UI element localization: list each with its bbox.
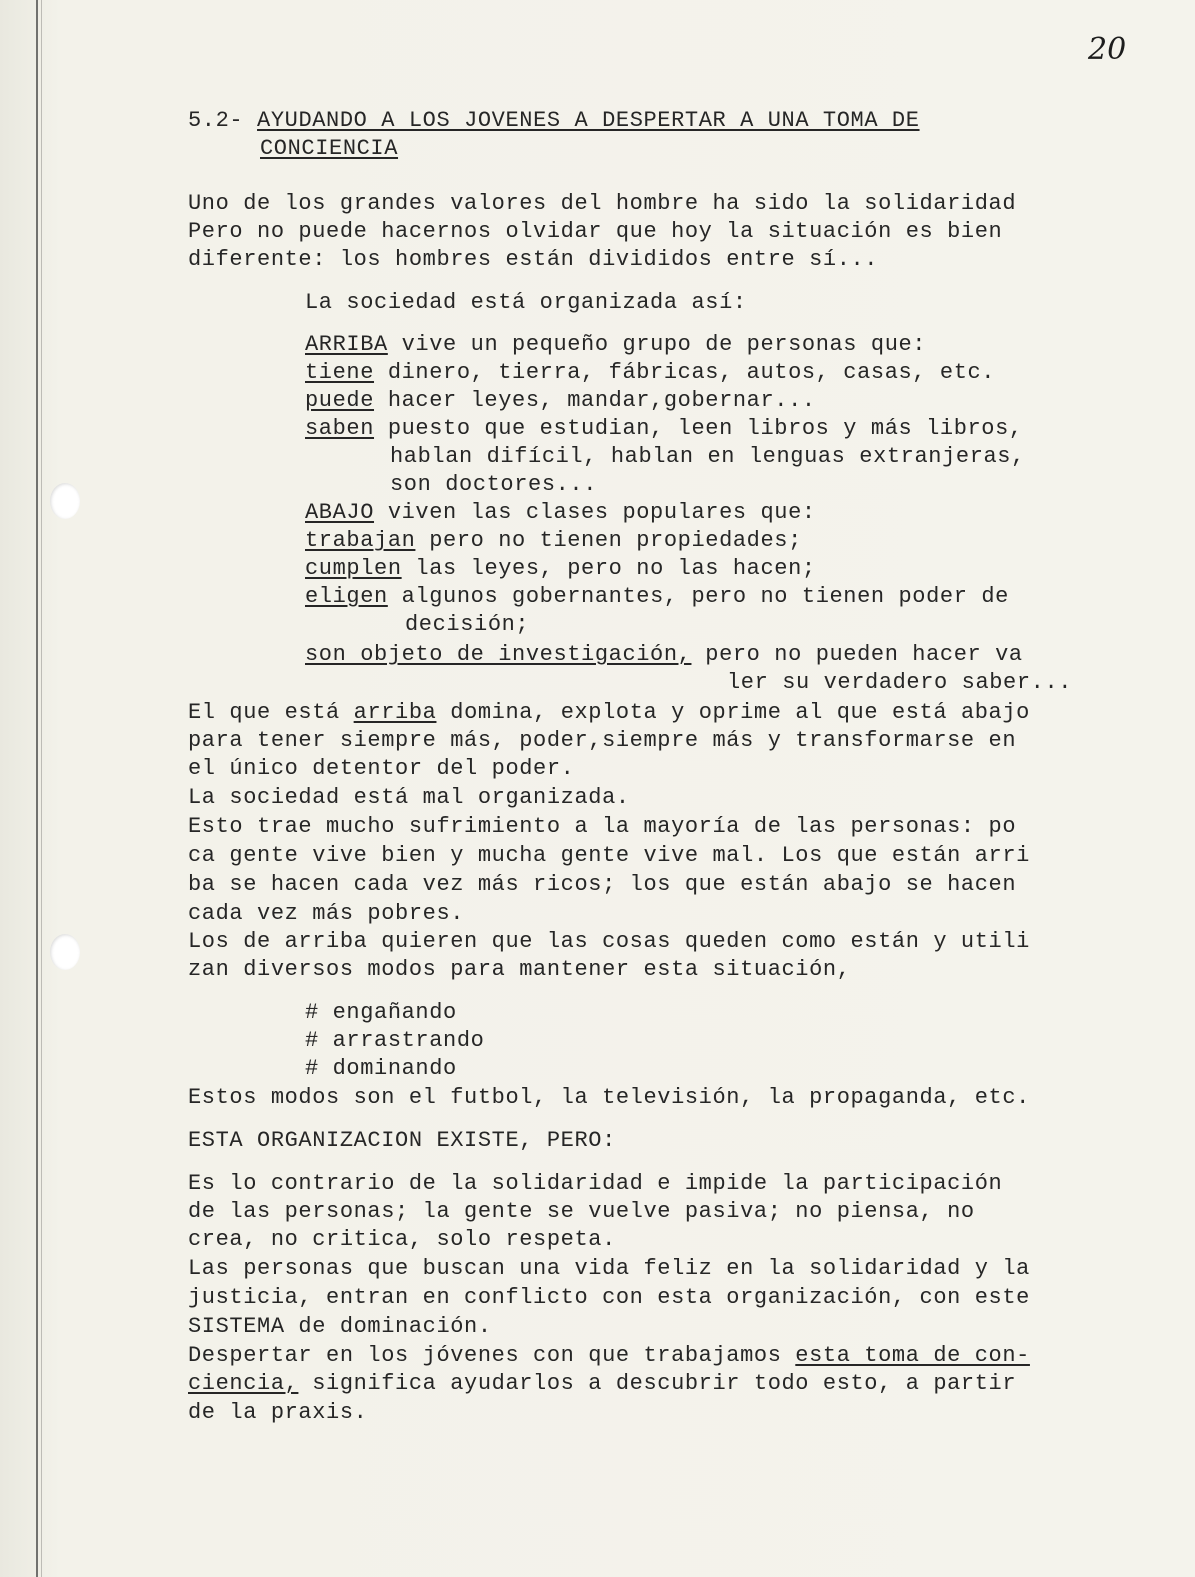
paragraph-line: de las personas; la gente se vuelve pasiva; no piensa, no (188, 1199, 975, 1224)
paragraph-line: cada vez más pobres. (188, 901, 465, 926)
paragraph-line (188, 1370, 1016, 1398)
abajo-line (305, 499, 816, 527)
punch-hole (50, 483, 80, 519)
list-item (305, 583, 1009, 611)
abajo-text: viven las clases populares que: (374, 500, 816, 525)
continuation-line: hablan difícil, hablan en lenguas extranjeras, (390, 444, 1025, 469)
text-fragment: Despertar en los jóvenes con que trabajamos (188, 1343, 796, 1368)
continuation-line: decisión; (405, 612, 530, 637)
list-item (305, 415, 1023, 443)
mode-item: # dominando (305, 1056, 457, 1081)
item-text: pero no tienen propiedades; (415, 528, 802, 553)
item-text: algunos gobernantes, pero no tienen poder de (387, 584, 1009, 609)
item-text: pero no pueden hacer va (691, 642, 1023, 667)
text-fragment: domina, explota y oprime al que está abajo (436, 700, 1030, 725)
arriba-text: vive un pequeño grupo de personas que: (387, 332, 927, 357)
paragraph-line: Uno de los grandes valores del hombre ha sido la solidaridad (188, 191, 1017, 216)
intro-line: La sociedad está organizada así: (305, 290, 747, 315)
paragraph-line: Los de arriba quieren que las cosas queden como están y utili (188, 929, 1030, 954)
paragraph-line: justicia, entran en conflicto con esta organización, con este (188, 1285, 1030, 1310)
paragraph-line: crea, no critica, solo respeta. (188, 1227, 616, 1252)
item-text: puesto que estudian, leen libros y más libros, (374, 416, 1023, 441)
paragraph-line: ba se hacen cada vez más ricos; los que están abajo se hacen (188, 872, 1017, 897)
caps-line: ESTA ORGANIZACION EXISTE, PERO: (188, 1128, 616, 1153)
section-heading (188, 107, 920, 135)
list-item (305, 555, 816, 583)
emphasis-text: ciencia, (188, 1371, 299, 1396)
emphasis-text: esta toma de con- (795, 1343, 1030, 1368)
section-number: 5.2- (188, 108, 244, 133)
item-verb: cumplen (305, 556, 402, 581)
item-verb: son objeto de investigación, (305, 642, 692, 667)
item-verb: tiene (305, 360, 375, 385)
list-item (305, 359, 995, 387)
paragraph-line: ca gente vive bien y mucha gente vive mal. Los que están arri (188, 843, 1030, 868)
item-verb: eligen (305, 584, 388, 609)
binding-edge-secondary (41, 0, 42, 1577)
emphasis-text: arriba (353, 700, 437, 725)
item-verb: trabajan (305, 528, 416, 553)
list-item (305, 641, 1023, 669)
paragraph-line: Pero no puede hacernos olvidar que hoy la situación es bien (188, 219, 1003, 244)
arriba-label: ARRIBA (305, 332, 388, 357)
arriba-line (305, 331, 926, 359)
paragraph-line: el único detentor del poder. (188, 756, 575, 781)
paragraph-line: diferente: los hombres están divididos entre sí... (188, 247, 879, 272)
list-item (305, 387, 816, 415)
text-fragment: significa ayudarlos a descubrir todo esto, a partir (298, 1371, 1017, 1396)
punch-hole (50, 934, 80, 970)
abajo-label: ABAJO (305, 500, 375, 525)
item-verb: puede (305, 388, 375, 413)
list-item (305, 527, 802, 555)
binding-edge (36, 0, 38, 1577)
item-verb: saben (305, 416, 375, 441)
paragraph-line: Es lo contrario de la solidaridad e impide la participación (188, 1171, 1003, 1196)
item-text: dinero, tierra, fábricas, autos, casas, etc. (374, 360, 996, 385)
text-fragment: El que está (188, 700, 354, 725)
paragraph-line: de la praxis. (188, 1400, 368, 1425)
paragraph-line: Estos modos son el futbol, la televisión, la propaganda, etc. (188, 1085, 1030, 1110)
paragraph-line: Esto trae mucho sufrimiento a la mayoría de las personas: po (188, 814, 1017, 839)
section-title-line1: AYUDANDO A LOS JOVENES A DESPERTAR A UNA TOMA DE (257, 108, 920, 133)
mode-item: # engañando (305, 1000, 457, 1025)
item-text: las leyes, pero no las hacen; (401, 556, 816, 581)
continuation-line: son doctores... (390, 472, 598, 497)
paragraph-line (188, 699, 1030, 727)
section-title-line2-row (260, 135, 398, 163)
paragraph-line: Las personas que buscan una vida feliz en la solidaridad y la (188, 1256, 1030, 1281)
paragraph-line (188, 1342, 1030, 1370)
continuation-line: ler su verdadero saber... (727, 670, 1073, 695)
paragraph-line: SISTEMA de dominación. (188, 1314, 492, 1339)
mode-item: # arrastrando (305, 1028, 485, 1053)
paragraph-line: para tener siempre más, poder,siempre más y transformarse en (188, 728, 1017, 753)
item-text: hacer leyes, mandar,gobernar... (374, 388, 816, 413)
paragraph-line: La sociedad está mal organizada. (188, 785, 630, 810)
page-number: 20 (1088, 32, 1127, 67)
section-title-line2: CONCIENCIA (260, 136, 399, 161)
paragraph-line: zan diversos modos para mantener esta situación, (188, 957, 851, 982)
